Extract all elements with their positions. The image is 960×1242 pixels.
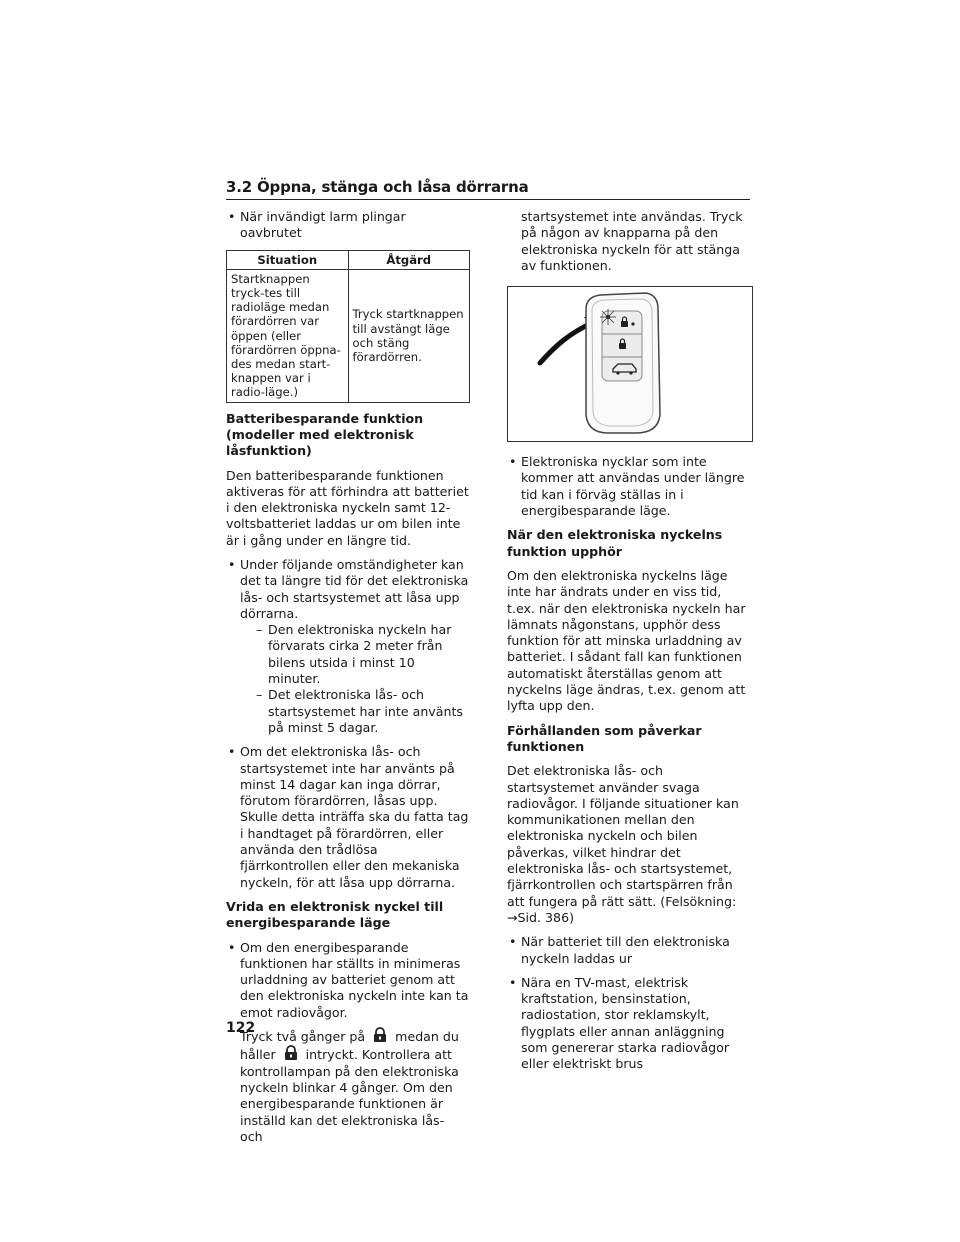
situation-table xyxy=(226,250,470,403)
instruction-text xyxy=(240,1027,470,1145)
heading-affecting-conditions: Förhållanden som påverkar funktionen xyxy=(507,722,702,754)
sub-list-item: – Den elektroniska nyckeln har förvarats cirka 2 meter från bilens utsida i minst 10 minuter. xyxy=(240,622,470,687)
list-item: • Elektroniska nycklar som inte kommer att användas under längre tid kan i förväg ställas in i energibesparande läge. xyxy=(507,454,753,519)
table-cell-action: Tryck startknappen till avstängt läge och stäng förardörren. xyxy=(348,269,470,402)
list-item: • Om det elektroniska lås- och startsystemet inte har använts på minst 14 dagar kan inga dörrar, förutom förardörren, låsas upp. Skulle detta inträffa ska du fatta tag i handtaget på förardörren, eller använda den trådlösa fjärrkontrollen eller den mekaniska nyckeln, för att låsa upp dörrarna. xyxy=(226,744,470,891)
list-item xyxy=(226,940,470,1146)
heading-key-function-stops: När den elektroniska nyckelns funktion upphör xyxy=(507,527,723,559)
list-item-text: Under följande omständigheter kan det ta längre tid för det elektroniska lås- och startsystemet att låsa upp dörrarna. xyxy=(240,557,469,621)
electronic-key-figure xyxy=(507,286,753,442)
instruction-part: håller xyxy=(240,1047,276,1063)
instruction-part: intryckt. Kontrollera att kontrollampan på den elektroniska nyckeln blinkar 4 gånger. Om den energibesparande funktionen är inställd kan det elektroniska lås- och xyxy=(240,1047,459,1144)
lock-button-icon xyxy=(280,1045,302,1059)
heading-battery-saving: Batteribesparande funktion (modeller med elektronisk låsfunktion) xyxy=(226,410,424,459)
list-item: • När batteriet till den elektroniska nyckeln laddas ur xyxy=(507,934,753,967)
list-item-text: Om den energibesparande funktionen har ställts in minimeras urladdning av batteriet genom att den elektroniska nyckeln inte kan ta emot radiovågor. xyxy=(240,939,469,1020)
section-title: 3.2 Öppna, stänga och låsa dörrarna xyxy=(226,178,750,200)
table-cell-situation: Startknappen tryck-tes till radioläge medan förardörren var öppen (eller förardörren öppna-des medan start-knappen var i radio-läge.) xyxy=(227,269,349,402)
list-item: • Nära en TV-mast, elektrisk kraftstation, bensinstation, radiostation, stor reklamskylt, flygplats eller annan anläggning som genererar starka radiovågor eller elektriskt brus xyxy=(507,975,753,1073)
left-column xyxy=(226,209,470,1153)
paragraph-key-function-stops: Om den elektroniska nyckelns läge inte har ändrats under en viss tid, t.ex. när den elektroniska nyckeln har lämnats någonstans, upphör dess funktion för att minska urladdning av batteriet. I sådant fall kan funktionen automatiskt återställas genom att nyckelns läge ändras, t.ex. genom att lyfta upp den. xyxy=(507,567,746,714)
table-header-action: Åtgärd xyxy=(348,250,470,269)
table-header-situation: Situation xyxy=(227,250,349,269)
list-item: • När invändigt larm plingar oavbrutet xyxy=(226,209,470,242)
sub-list-item: – Det elektroniska lås- och startsystemet har inte använts på minst 5 dagar. xyxy=(240,687,470,736)
paragraph-affecting-conditions: Det elektroniska lås- och startsystemet använder svaga radiovågor. I följande situationer kan kommunikationen mellan den elektroniska nyckeln och bilen påverkas, vilket hindrar det elektroniska lås- och startsystemet, fjärrkontrollen och startspärren från att fungera på rätt sätt. (Felsökning: →Sid. 386) xyxy=(507,763,739,925)
list-item xyxy=(226,557,470,736)
instruction-part: medan du xyxy=(395,1029,459,1045)
heading-save-mode: Vrida en elektronisk nyckel till energibesparande läge xyxy=(226,898,444,931)
paragraph-continued: startsystemet inte användas. Tryck på någon av knapparna på den elektroniska nyckeln för att stänga av funktionen. xyxy=(521,209,743,273)
instruction-part: Tryck två gånger på xyxy=(240,1029,366,1045)
paragraph-battery-saving: Den batteribesparande funktionen aktiveras för att förhindra att batteriet i den elektroniska nyckeln samt 12-voltsbatteriet laddas ur om bilen inte är i gång under en längre tid. xyxy=(226,467,469,548)
electronic-key-illustration xyxy=(508,287,752,441)
lock-button-icon xyxy=(369,1027,391,1041)
page-number: 122 xyxy=(226,1020,256,1036)
right-column xyxy=(507,209,753,1081)
